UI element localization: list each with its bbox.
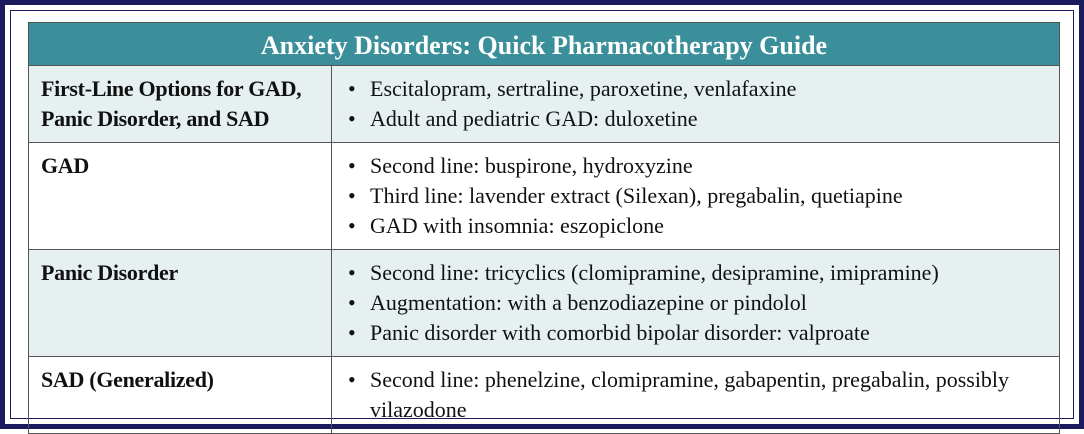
row-content [332, 66, 1060, 143]
row-label: SAD (Generalized) [29, 357, 332, 434]
row-label: GAD [29, 143, 332, 250]
row-content [332, 250, 1060, 357]
table-row-gad [29, 143, 1059, 250]
list-item: • Augmentation: with a benzodiazepine or pindolol [344, 288, 1049, 318]
list-item: • Panic disorder with comorbid bipolar disorder: valproate [344, 318, 1049, 348]
list-item: • GAD with insomnia: eszopiclone [344, 211, 1049, 241]
list-item: • Second line: tricyclics (clomipramine, desipramine, imipramine) [344, 258, 1049, 288]
list-item: • Third line: lavender extract (Silexan), pregabalin, quetiapine [344, 181, 1049, 211]
list-item: • Second line: buspirone, hydroxyzine [344, 151, 1049, 181]
guide-table [29, 65, 1059, 433]
list-item: • Adult and pediatric GAD: duloxetine [344, 104, 1049, 134]
row-content [332, 143, 1060, 250]
table-row-panic-disorder [29, 250, 1059, 357]
row-content [332, 357, 1060, 434]
row-label: First-Line Options for GAD, Panic Disorder, and SAD [29, 66, 332, 143]
table-row-sad [29, 357, 1059, 434]
pharmacotherapy-table [28, 22, 1060, 434]
table-title: Anxiety Disorders: Quick Pharmacotherapy Guide [29, 23, 1059, 65]
frame-inner [5, 5, 1079, 424]
row-label: Panic Disorder [29, 250, 332, 357]
list-item: • Second line: phenelzine, clomipramine, gabapentin, pregabalin, possibly vilazodone [344, 365, 1049, 425]
list-item: • Escitalopram, sertraline, paroxetine, venlafaxine [344, 74, 1049, 104]
table-row-first-line [29, 66, 1059, 143]
